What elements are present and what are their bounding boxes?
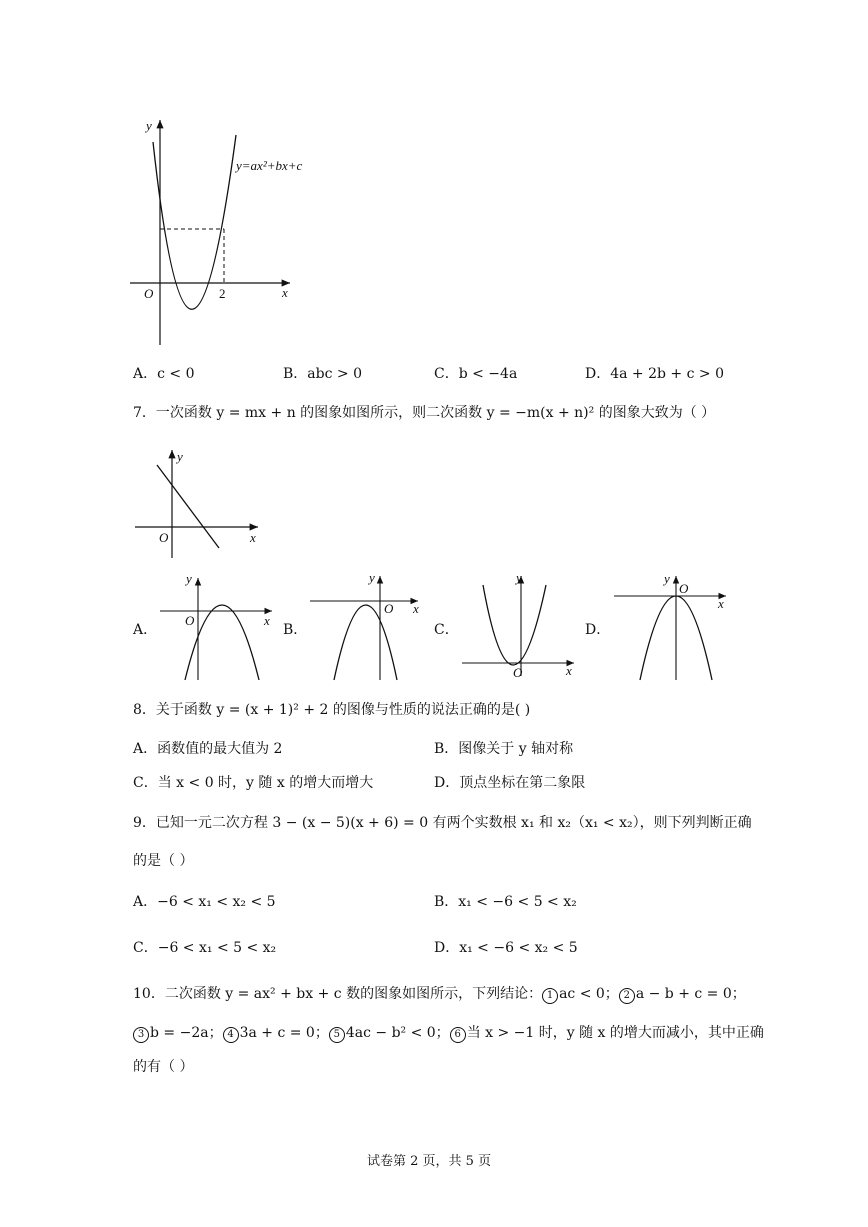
svg-text:O: O xyxy=(185,613,195,628)
svg-text:O: O xyxy=(513,665,523,680)
svg-text:y: y xyxy=(369,570,375,585)
q6-option-a: A．c < 0 xyxy=(133,366,195,382)
svg-text:O: O xyxy=(159,530,169,545)
q6-curve-label: y=ax²+bx+c xyxy=(236,158,303,173)
q6-y-label: y xyxy=(146,118,152,133)
q7-choice-a-label[interactable]: A． xyxy=(133,622,158,638)
q6-option-d: D．4a + 2b + c > 0 xyxy=(585,366,724,382)
q6-tick-2: 2 xyxy=(219,286,226,301)
q10-stem-line3: 的有（ ） xyxy=(133,1059,194,1075)
svg-text:O: O xyxy=(679,581,689,596)
q9-option-c: C．−6 < x₁ < 5 < x₂ xyxy=(133,940,277,956)
svg-text:y: y xyxy=(177,449,183,464)
q8-option-d: D．顶点坐标在第二象限 xyxy=(434,775,586,791)
q8-option-c: C．当 x < 0 时，y 随 x 的增大而增大 xyxy=(133,775,374,791)
q6-option-c: C．b < −4a xyxy=(434,366,518,382)
q9-stem-line1: 9．已知一元二次方程 3 − (x − 5)(x + 6) = 0 有两个实数根 x₁ 和 x₂（x₁ < x₂），则下列判断正确 xyxy=(133,815,752,831)
q6-x-label: x xyxy=(282,285,288,300)
q9-stem-line2: 的是（ ） xyxy=(133,853,194,869)
svg-text:x: x xyxy=(264,613,270,628)
svg-text:x: x xyxy=(250,530,256,545)
q8-stem: 8．关于函数 y = (x + 1)² + 2 的图像与性质的说法正确的是( ) xyxy=(133,702,531,718)
q7-choice-d-graph xyxy=(614,571,726,680)
q10-stem-line1: 10．二次函数 y = ax² + bx + c 数的图象如图所示，下列结论： 1 ac < 0； 2 a − b + c = 0； xyxy=(133,986,746,1002)
q7-choice-c-label[interactable]: C． xyxy=(434,622,459,638)
q7-stem: 7．一次函数 y = mx + n 的图象如图所示，则二次函数 y = −m(x + n)² 的图象大致为（ ） xyxy=(133,405,716,421)
svg-text:O: O xyxy=(384,601,394,616)
q8-option-a: A．函数值的最大值为 2 xyxy=(133,741,283,757)
q7-choice-b-graph xyxy=(310,570,419,680)
q7-choice-b-label[interactable]: B． xyxy=(283,622,308,638)
q7-choice-d-label[interactable]: D． xyxy=(585,622,611,638)
svg-text:x: x xyxy=(718,596,724,611)
q8-option-b: B．图像关于 y 轴对称 xyxy=(434,741,574,757)
page-footer: 试卷第 2 页，共 5 页 xyxy=(367,1154,492,1169)
svg-text:y: y xyxy=(186,571,192,586)
svg-text:x: x xyxy=(566,663,572,678)
svg-text:y: y xyxy=(516,570,522,585)
q9-option-b: B．x₁ < −6 < 5 < x₂ xyxy=(434,894,577,910)
q9-option-a: A．−6 < x₁ < x₂ < 5 xyxy=(133,894,276,910)
svg-text:x: x xyxy=(413,601,419,616)
svg-text:y: y xyxy=(664,571,670,586)
q10-stem-line2: 3 b = −2a； 4 3a + c = 0； 5 4ac − b² < 0； 6 当 x > −1 时，y 随 x 的增大而减小，其中正确 xyxy=(133,1023,764,1043)
q6-option-b: B．abc > 0 xyxy=(283,366,362,382)
q6-origin: O xyxy=(144,286,154,301)
q7-choice-c-graph xyxy=(462,570,574,680)
q9-option-d: D．x₁ < −6 < x₂ < 5 xyxy=(434,940,578,956)
q7-choice-a-graph xyxy=(160,571,272,680)
